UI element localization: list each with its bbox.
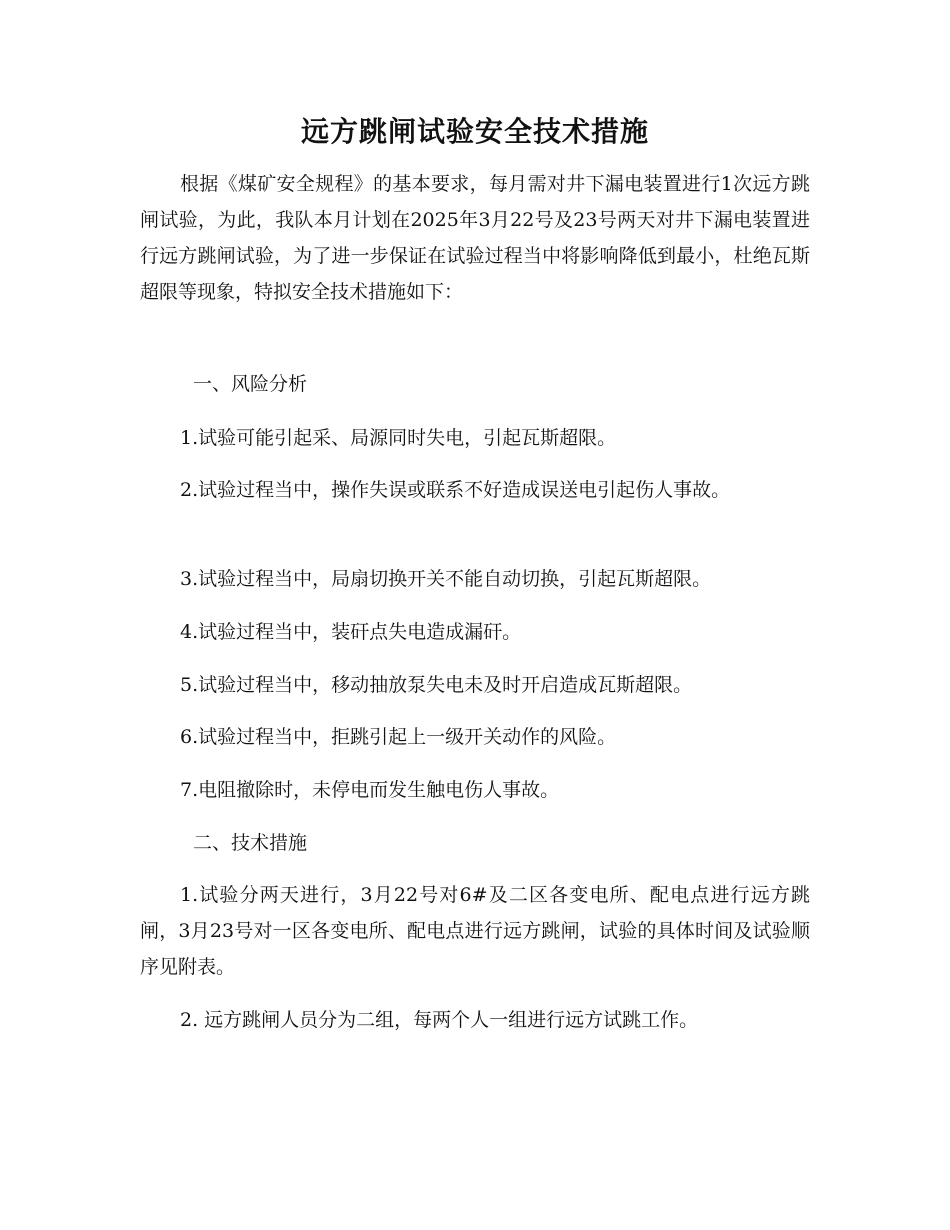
risk-item-4: 4.试验过程当中，装矸点失电造成漏矸。 [180, 621, 522, 643]
measure-item-1: 1.试验分两天进行，3月22号对6#及二区各变电所、配电点进行远方跳闸，3月23号对一区各变电所、配电点进行远方跳闸，试验的具体时间及试验顺序见附表。 [140, 884, 810, 978]
intro-paragraph: 根据《煤矿安全规程》的基本要求，每月需对井下漏电装置进行1次远方跳闸试验，为此，我队本月计划在2025年3月22号及23号两天对井下漏电装置进行远方跳闸试验，为了进一步保证在试验过程当中将影响降低到最小，杜绝瓦斯超限等现象，特拟安全技术措施如下： [140, 173, 810, 303]
risk-item-5: 5.试验过程当中，移动抽放泵失电未及时开启造成瓦斯超限。 [180, 674, 693, 696]
risk-item-3: 3.试验过程当中，局扇切换开关不能自动切换，引起瓦斯超限。 [180, 568, 712, 590]
risk-item-7: 7.电阻撤除时，未停电而发生触电伤人事故。 [180, 779, 560, 801]
risk-item-6: 6.试验过程当中，拒跳引起上一级开关动作的风险。 [180, 726, 617, 748]
section-heading-technical-measures: 二、技术措施 [193, 832, 308, 854]
measure-item-2: 2. 远方跳闸人员分为二组，每两个人一组进行远方试跳工作。 [180, 1009, 699, 1031]
document-title: 远方跳闸试验安全技术措施 [300, 115, 649, 148]
section-heading-risk-analysis: 一、风险分析 [193, 373, 308, 395]
risk-item-1: 1.试验可能引起采、局源同时失电，引起瓦斯超限。 [180, 427, 617, 449]
risk-item-2: 2.试验过程当中，操作失误或联系不好造成误送电引起伤人事故。 [180, 479, 731, 501]
